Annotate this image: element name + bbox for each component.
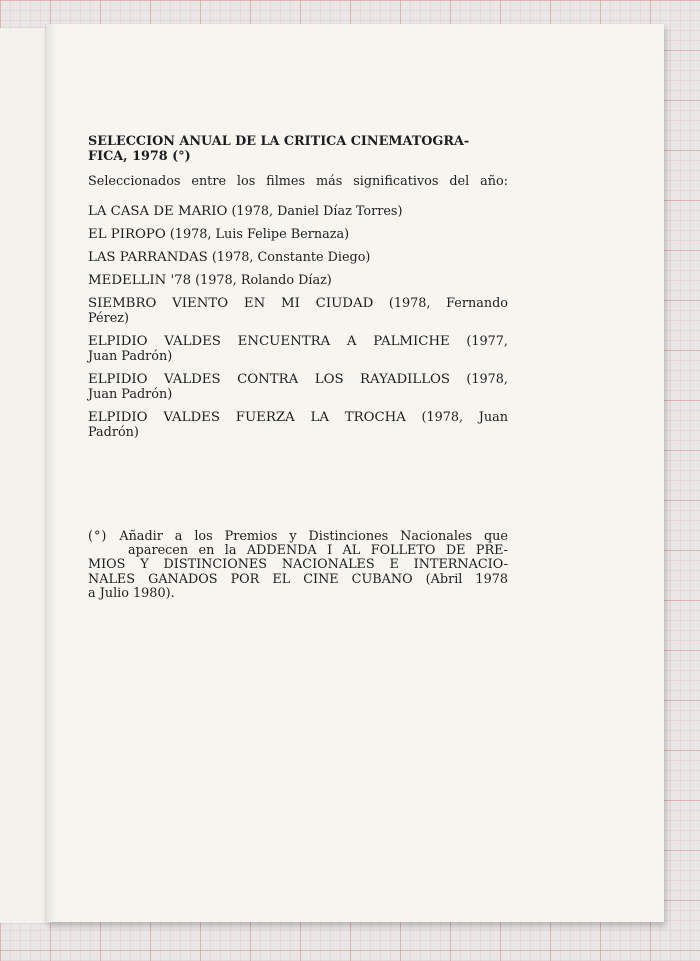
heading-line-1: SELECCION ANUAL DE LA CRITICA CINEMATOGRA- xyxy=(88,134,470,149)
film-title: MEDELLIN '78 xyxy=(88,273,192,288)
film-info: (1978, Luis Felipe Bernaza) xyxy=(169,227,350,242)
film-info-continued: Juan Padrón) xyxy=(88,387,173,402)
film-entry xyxy=(88,372,508,402)
film-entry xyxy=(88,250,508,265)
film-info: (1978, Constante Diego) xyxy=(211,250,371,265)
footnote xyxy=(88,530,508,601)
film-title: LAS PARRANDAS xyxy=(88,250,208,265)
page-fold-shadow xyxy=(46,24,56,922)
film-info: (1978, Rolando Díaz) xyxy=(195,273,332,288)
footnote-line-3: MIOS Y DISTINCIONES NACIONALES E INTERNACIO- xyxy=(88,557,508,573)
film-entry xyxy=(88,204,508,219)
document-content xyxy=(88,134,508,601)
footnote-line-4: NALES GANADOS POR EL CINE CUBANO (Abril 1978 xyxy=(88,571,508,587)
film-info: (1978, Juan xyxy=(421,410,508,425)
film-info-continued: Padrón) xyxy=(88,425,139,440)
film-entry xyxy=(88,227,508,242)
footnote-line-5: a Julio 1980). xyxy=(88,585,175,601)
footnote-mark: (°) xyxy=(88,529,108,544)
film-entry xyxy=(88,296,508,326)
footnote-line-2: aparecen en la ADDENDA I AL FOLLETO DE PRE- xyxy=(128,543,508,559)
film-title: ELPIDIO VALDES CONTRA LOS RAYADILLOS xyxy=(88,372,451,387)
film-title: SIEMBRO VIENTO EN MI CIUDAD xyxy=(88,296,374,311)
film-title: ELPIDIO VALDES FUERZA LA TROCHA xyxy=(88,410,406,425)
footnote-line-1: Añadir a los Premios y Distinciones Nacionales que xyxy=(119,529,508,544)
film-info-continued: Juan Padrón) xyxy=(88,349,173,364)
film-entry xyxy=(88,334,508,364)
intro-text: Seleccionados entre los filmes más significativos del año: xyxy=(88,174,508,189)
film-info-continued: Pérez) xyxy=(88,311,130,326)
film-list xyxy=(88,204,508,440)
film-title: LA CASA DE MARIO xyxy=(88,204,228,219)
heading-line-2: FICA, 1978 (°) xyxy=(88,149,191,164)
section-heading xyxy=(88,134,508,164)
film-entry xyxy=(88,410,508,440)
film-title: EL PIROPO xyxy=(88,227,166,242)
film-entry xyxy=(88,273,508,288)
film-info: (1978, xyxy=(466,372,508,387)
previous-page-edge xyxy=(0,28,52,923)
film-title: ELPIDIO VALDES ENCUENTRA A PALMICHE xyxy=(88,334,450,349)
film-info: (1977, xyxy=(466,334,509,349)
film-info: (1978, Fernando xyxy=(388,296,508,311)
film-info: (1978, Daniel Díaz Torres) xyxy=(231,204,403,219)
